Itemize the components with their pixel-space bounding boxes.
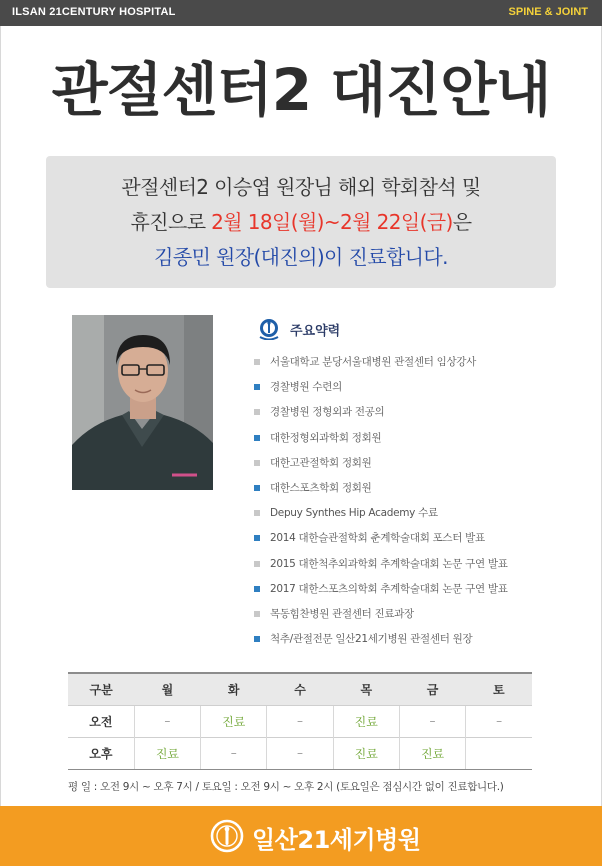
career-item [252,428,508,453]
doctor-badge-icon [258,318,282,340]
clinic-hours: 평 일 : 오전 9시 ~ 오후 7시 / 토요일 : 오전 9시 ~ 오후 2시 (토요일은 점심시간 없이 진료합니다.) [68,781,504,793]
notice-line-2-prefix: 휴진으로 [130,210,212,234]
career-item [252,377,508,402]
notice-line-1: 관절센터2 이승엽 원장님 해외 학회참석 및 [121,175,481,199]
schedule-cell: 진료 [134,737,200,769]
page-title: 관절센터2 대진안내 [51,56,551,124]
hospital-logo-icon [210,819,244,853]
career-item [252,402,508,427]
bullet-square-icon [254,510,260,516]
schedule-header-row [68,673,532,705]
career-item [252,528,508,553]
schedule-row [68,737,532,769]
career-item [252,453,508,478]
notice-line-3: 김종민 원장(대진의)이 진료합니다. [154,245,448,269]
bullet-square-icon [254,535,260,541]
schedule-cell: – [267,705,333,737]
schedule-cell: 진료 [399,737,465,769]
bullet-square-icon [254,409,260,415]
schedule-header-cell: 화 [201,673,267,705]
notice-box [46,156,556,288]
bullet-square-icon [254,561,260,567]
career-item-text: 목동힘찬병원 관절센터 진료과장 [270,607,414,620]
notice-line-2 [46,205,556,240]
hospital-name: 일산21세기병원 [252,826,421,854]
top-bar [0,0,602,26]
schedule-row-label: 오후 [68,737,134,769]
bullet-square-icon [254,611,260,617]
schedule-cell: – [399,705,465,737]
career-item-text: 대한고관절학회 정회원 [270,456,372,469]
clinic-schedule-table [68,672,532,770]
bullet-square-icon [254,460,260,466]
schedule-cell: 진료 [201,705,267,737]
career-item-text: Depuy Synthes Hip Academy 수료 [270,507,438,520]
career-item-text: 대한정형외과학회 정회원 [270,431,382,444]
career-item [252,478,508,503]
specialty-label: SPINE & JOINT [508,6,588,18]
career-item-text: 서울대학교 분당서울대병원 관절센터 임상강사 [270,356,476,368]
bullet-square-icon [254,359,260,365]
footer-bar [0,806,602,866]
schedule-cell: – [134,705,200,737]
career-item [252,604,508,629]
schedule-row-label: 오전 [68,705,134,737]
schedule-cell [466,737,532,769]
schedule-header-cell: 토 [466,673,532,705]
career-item-text: 2015 대한척추외과학회 추계학술대회 논문 구연 발표 [270,557,508,570]
schedule-header-cell: 금 [399,673,465,705]
career-title: 주요약력 [290,324,341,339]
schedule-cell: – [466,705,532,737]
schedule-header-cell: 목 [333,673,399,705]
notice-line-2-suffix: 은 [452,210,472,234]
schedule-header-cell: 월 [134,673,200,705]
career-item [252,629,508,654]
schedule-row [68,705,532,737]
notice-dates: 2월 18일(월)~2월 22일(금) [211,210,453,234]
career-item [252,503,508,528]
schedule-cell: – [201,737,267,769]
hospital-name-en: ILSAN 21CENTURY HOSPITAL [12,6,176,18]
career-item [252,352,508,377]
career-item-text: 2017 대한스포츠의학회 추계학술대회 논문 구연 발표 [270,582,508,595]
career-item [252,579,508,604]
bullet-square-icon [254,636,260,642]
career-list [252,352,508,654]
career-item-text: 경찰병원 정형외과 전공의 [270,406,385,419]
schedule-cell: – [267,737,333,769]
bullet-square-icon [254,435,260,441]
career-item-text: 2014 대한슬관절학회 춘계학술대회 포스터 발표 [270,532,485,545]
schedule-header-cell: 구분 [68,673,134,705]
schedule-cell: 진료 [333,737,399,769]
career-item-text: 경찰병원 수련의 [270,381,342,394]
schedule-cell: 진료 [333,705,399,737]
schedule-header-cell: 수 [267,673,333,705]
doctor-photo [72,315,213,490]
career-item [252,554,508,579]
bullet-square-icon [254,586,260,592]
bullet-square-icon [254,384,260,390]
career-item-text: 척추/관절전문 일산21세기병원 관절센터 원장 [270,633,473,646]
bullet-square-icon [254,485,260,491]
career-item-text: 대한스포츠학회 정회원 [270,481,372,494]
